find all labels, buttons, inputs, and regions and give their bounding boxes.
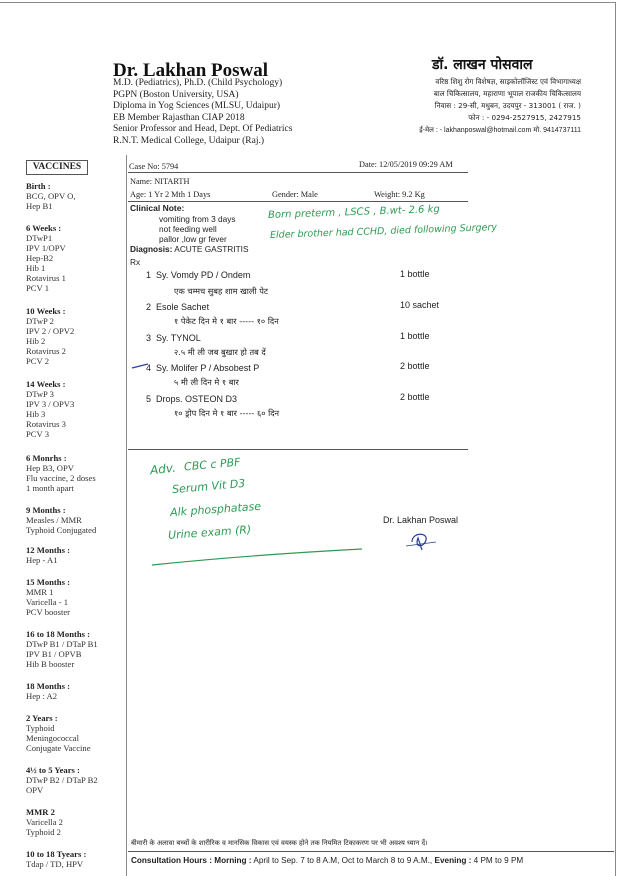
- vaccine-group-heading: 4½ to 5 Years :: [26, 765, 80, 775]
- medicine-quantity: 2 bottle: [400, 392, 430, 402]
- page-right-border: [615, 2, 616, 876]
- qualification-line: Diploma in Yog Sciences (MLSU, Udaipur): [113, 101, 281, 112]
- medicine-name: [146, 363, 259, 373]
- vaccine-item: Varicella - 1: [26, 597, 68, 607]
- medicine-name: [146, 394, 237, 404]
- medicine-number: 3: [146, 333, 152, 343]
- vaccine-group: [26, 849, 124, 869]
- handwritten-advice-item: Urine exam (R): [167, 523, 252, 542]
- hindi-line: फोन : - 0294-2527915, 2427915: [468, 113, 581, 122]
- vaccine-item: Hep : A2: [26, 691, 58, 701]
- doctor-name: Dr. Lakhan Poswal: [113, 60, 269, 81]
- vaccine-item: IPV 3 / OPV3: [26, 399, 75, 409]
- medicine-quantity: 1 bottle: [400, 331, 430, 341]
- medicine-label: Drops. OSTEON D3: [156, 394, 238, 404]
- vaccine-item: Rotavirus 3: [26, 419, 66, 429]
- vaccine-item: Typhoid: [26, 723, 55, 733]
- header-rule: [128, 201, 468, 202]
- morning-label: Morning :: [214, 856, 252, 865]
- vaccine-item: Hib 1: [26, 263, 46, 273]
- vaccine-group: [26, 629, 124, 669]
- medicine-instruction: एक चम्मच सुबह शाम खाली पेट: [174, 286, 268, 296]
- case-number: Case No: 5794: [129, 162, 179, 171]
- vaccine-group-heading: 15 Months :: [26, 577, 70, 587]
- qualification-line: EB Member Rajasthan CIAP 2018: [113, 112, 245, 123]
- diagnosis: [130, 244, 249, 254]
- vaccine-group: [26, 453, 124, 493]
- vaccine-group: [26, 223, 124, 293]
- vaccine-group-heading: 2 Years :: [26, 713, 58, 723]
- doctor-qualifications: [113, 78, 292, 148]
- medicine-name: [146, 302, 209, 312]
- vaccine-group: [26, 181, 124, 211]
- vaccine-item: MMR 1: [26, 587, 54, 597]
- vaccine-item: Hib 2: [26, 336, 46, 346]
- hindi-line: बाल चिकित्सालय, महाराणा भूपाल राजकीय चिकित्सालय: [433, 89, 581, 98]
- patient-weight: Weight: 9.2 Kg: [374, 190, 425, 199]
- handwritten-advice-label: Adv.: [149, 460, 177, 478]
- medicine-number: 5: [146, 394, 152, 404]
- patient-name: Name: NITARTH: [130, 177, 190, 186]
- handwritten-underline: [148, 545, 368, 569]
- vaccine-group-heading: 6 Monrhs :: [26, 453, 67, 463]
- vaccine-group: [26, 807, 124, 837]
- vaccine-group-heading: 6 Weeks :: [26, 223, 62, 233]
- clinical-note-line: not feeding well: [159, 224, 217, 234]
- handwritten-advice-item: CBC c PBF: [183, 455, 241, 474]
- qualification-line: M.D. (Pediatrics), Ph.D. (Child Psychology): [113, 78, 283, 88]
- vaccine-item: Rotavirus 1: [26, 273, 66, 283]
- medicine-quantity: 10 sachet: [400, 300, 440, 310]
- vaccine-item: Hep B3, OPV: [26, 463, 74, 473]
- evening-value: 4 PM to 9 PM: [473, 856, 524, 865]
- vaccine-group: [26, 713, 124, 753]
- sidebar-divider: [126, 155, 127, 876]
- vaccine-group: [26, 505, 124, 535]
- vaccine-item: Meningococcal: [26, 733, 79, 743]
- vaccine-item: PCV booster: [26, 607, 71, 617]
- vaccine-group-heading: Birth :: [26, 181, 51, 191]
- medicine-name: [146, 333, 201, 343]
- medicine-instruction: २.५ मी ली जब बुखार हो तब दें: [174, 347, 266, 357]
- vaccine-item: Typhoid Conjugated: [26, 525, 97, 535]
- medicine-label: Sy. Vomdy PD / Ondem: [156, 270, 251, 280]
- vaccine-group: [26, 545, 124, 565]
- vaccine-item: Measles / MMR: [26, 515, 82, 525]
- vaccine-item: DTwP1: [26, 233, 53, 243]
- doctor-name-hindi: डॉ. लाखन पोसवाल: [432, 57, 533, 73]
- vaccine-item: Varicella 2: [26, 817, 63, 827]
- vaccine-item: Hep B1: [26, 201, 53, 211]
- vaccine-group-heading: MMR 2: [26, 807, 55, 817]
- patient-gender: Gender: Male: [272, 190, 318, 199]
- diagnosis-value: ACUTE GASTRITIS: [174, 244, 249, 254]
- medicine-quantity: 2 bottle: [400, 361, 430, 371]
- vaccine-group: [26, 681, 124, 701]
- signature-name: Dr. Lakhan Poswal: [383, 515, 459, 525]
- signature-mark: [402, 528, 442, 552]
- diagnosis-label: Diagnosis:: [130, 244, 173, 254]
- vaccine-item: IPV B1 / OPVB: [26, 649, 82, 659]
- vaccine-group-heading: 10 Weeks :: [26, 306, 66, 316]
- visit-date: Date: 12/05/2019 09:29 AM: [359, 160, 453, 169]
- medicine-number: 4: [146, 363, 152, 373]
- morning-value: April to Sep. 7 to 8 A.M, Oct to March 8 to 9 A.M.,: [253, 856, 433, 865]
- consult-label: Consultation Hours :: [131, 856, 212, 865]
- vaccine-item: DTwP 3: [26, 389, 54, 399]
- vaccine-group: [26, 577, 124, 617]
- medicine-label: Sy. TYNOL: [156, 333, 201, 343]
- vaccine-group: [26, 765, 124, 795]
- vaccine-item: Tdap / TD, HPV: [26, 859, 84, 869]
- medicine-name: [146, 270, 250, 280]
- footer-hindi-note: बीमारी के अलावा बच्चों के शारीरिक व मानसिक विकास एवं वयस्क होने तक नियमित टिकाकरण पर भी अवश्य ध्यान दें।: [131, 839, 428, 847]
- medicine-instruction: ५ मी ली दिन मे १ बार: [174, 377, 239, 387]
- clinical-note-line: vomiting from 3 days: [159, 214, 236, 224]
- vaccine-group: [26, 379, 124, 439]
- medicine-label: Sy. Molifer P / Absobest P: [156, 363, 260, 373]
- vaccines-title: VACCINES: [26, 160, 88, 175]
- hindi-line: वरिष्ठ शिशु रोग विशेषज्ञ, साइकोलॉजिस्ट एवं विभागाध्यक्ष: [435, 77, 581, 86]
- medicine-number: 1: [146, 270, 152, 280]
- vaccine-item: Rotavirus 2: [26, 346, 66, 356]
- patient-age: Age: 1 Yr 2 Mth 1 Days: [130, 190, 211, 199]
- vaccine-item: Hib B booster: [26, 659, 75, 669]
- footer-rule: [128, 851, 614, 852]
- vaccine-item: OPV: [26, 785, 44, 795]
- vaccine-item: PCV 3: [26, 429, 50, 439]
- vaccine-item: DTwP 2: [26, 316, 54, 326]
- medicine-label: Esole Sachet: [156, 302, 210, 312]
- rx-label: Rx: [130, 257, 141, 267]
- email-mobile-line: ई-मेल : - lakhanposwal@hotmail.com मो. 9414737111: [419, 127, 581, 134]
- vaccine-item: IPV 2 / OPV2: [26, 326, 75, 336]
- vaccine-group-heading: 10 to 18 Tyears :: [26, 849, 87, 859]
- vaccine-item: Hep - A1: [26, 555, 58, 565]
- handwritten-history-line: Born preterm , LSCS , B.wt- 2.6 kg: [267, 204, 440, 221]
- vaccine-group: [26, 306, 124, 366]
- vaccine-group-heading: 14 Weeks :: [26, 379, 66, 389]
- hindi-line: निवास : 29-सी, मधुबन, उदयपुर - 313001 ( राज. ): [434, 101, 581, 110]
- consultation-hours: [131, 856, 523, 865]
- qualification-line: Senior Professor and Head, Dept. Of Pediatrics: [113, 124, 293, 135]
- vaccine-item: Hep-B2: [26, 253, 54, 263]
- qualification-line: PGPN (Boston University, USA): [113, 89, 239, 100]
- medicine-quantity: 1 bottle: [400, 269, 430, 279]
- qualification-line: R.N.T. Medical College, Udaipur (Raj.): [113, 135, 264, 146]
- vaccine-item: BCG, OPV O,: [26, 191, 76, 201]
- medicine-instruction: १० ड्रोप दिन मे १ बार ----- ६० दिन: [174, 408, 280, 418]
- clinical-note-label: Clinical Note:: [130, 203, 185, 213]
- prescription-end-rule: [128, 449, 468, 450]
- vaccine-group-heading: 18 Months :: [26, 681, 70, 691]
- vaccine-item: Conjugate Vaccine: [26, 743, 91, 753]
- vaccine-group-heading: 9 Months :: [26, 505, 66, 515]
- vaccine-item: DTwP B2 / DTaP B2: [26, 775, 98, 785]
- header-rule: [128, 172, 468, 173]
- vaccine-item: 1 month apart: [26, 483, 74, 493]
- vaccine-item: PCV 1: [26, 283, 50, 293]
- vaccine-group-heading: 16 to 18 Months :: [26, 629, 90, 639]
- handwritten-advice-item: Alk phosphatase: [169, 499, 262, 520]
- handwritten-advice-item: Serum Vit D3: [171, 476, 246, 497]
- vaccine-item: DTwP B1 / DTaP B1: [26, 639, 98, 649]
- vaccine-item: Typhoid 2: [26, 827, 61, 837]
- vaccine-item: Flu vaccine, 2 doses: [26, 473, 96, 483]
- evening-label: Evening :: [434, 856, 472, 865]
- hindi-address: [381, 76, 581, 124]
- handwritten-history-line: Elder brother had CCHD, died following Surgery: [269, 222, 498, 241]
- medicine-instruction: १ पेकेट दिन मे १ बार ----- १० दिन: [174, 316, 279, 326]
- handwritten-tick: [130, 360, 150, 374]
- page-top-border: [0, 2, 616, 3]
- vaccine-item: PCV 2: [26, 356, 50, 366]
- clinical-note-line: pallor ,low gr fever: [159, 234, 227, 244]
- vaccine-item: IPV 1/OPV: [26, 243, 66, 253]
- vaccine-group-heading: 12 Months :: [26, 545, 70, 555]
- vaccine-item: Hib 3: [26, 409, 46, 419]
- medicine-number: 2: [146, 302, 152, 312]
